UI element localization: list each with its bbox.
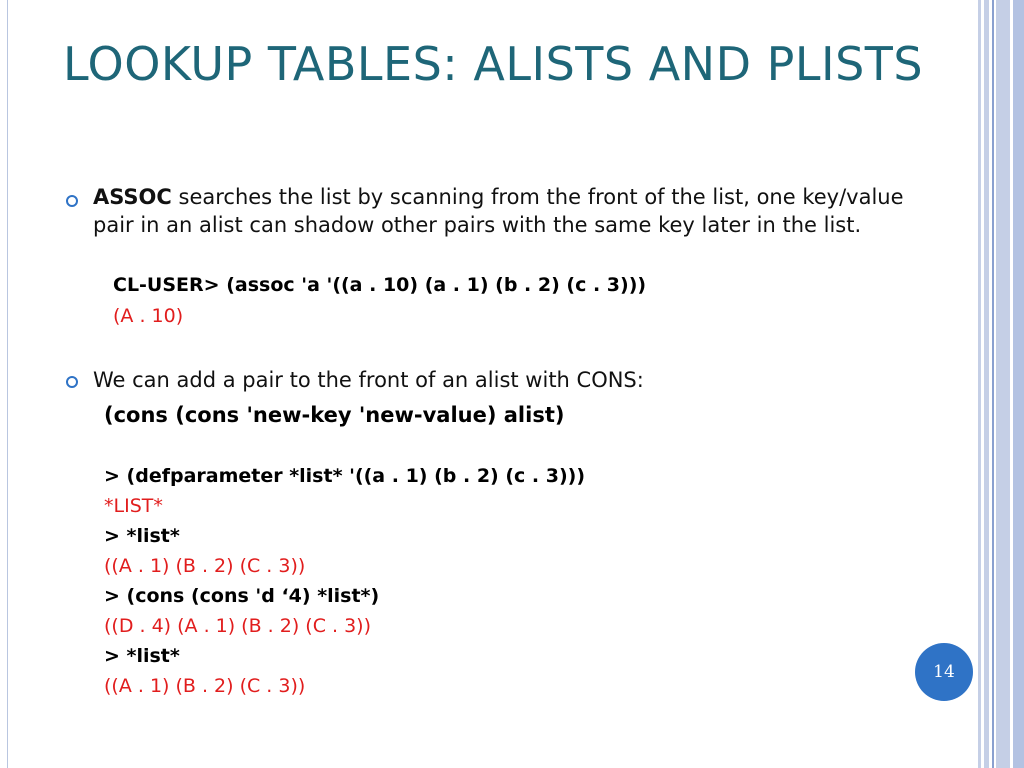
assoc-keyword: ASSOC bbox=[93, 185, 172, 209]
bullet-cons: We can add a pair to the front of an alist with CONS: bbox=[93, 368, 644, 392]
decor-stripe bbox=[1013, 0, 1024, 768]
page-number: 14 bbox=[933, 662, 955, 682]
slide-frame-left bbox=[7, 0, 8, 768]
bullet-assoc-text: searches the list by scanning from the front of the list, one key/value pair in an alist can shadow other pairs with the same key later in the list. bbox=[93, 185, 904, 237]
session-line: > *list* bbox=[104, 525, 180, 547]
code-assoc-output: (A . 10) bbox=[113, 305, 184, 327]
code-assoc-input: CL-USER> (assoc 'a '((a . 10) (a . 1) (b . 2) (c . 3))) bbox=[113, 274, 647, 296]
bullet-circle-icon bbox=[66, 195, 78, 207]
decor-stripe bbox=[992, 0, 994, 768]
session-line: ((A . 1) (B . 2) (C . 3)) bbox=[104, 555, 306, 577]
bullet-assoc bbox=[93, 183, 923, 239]
session-line: ((A . 1) (B . 2) (C . 3)) bbox=[104, 675, 306, 697]
session-line: > (cons (cons 'd ‘4) *list*) bbox=[104, 585, 380, 607]
decor-stripe bbox=[996, 0, 1010, 768]
session-line: ((D . 4) (A . 1) (B . 2) (C . 3)) bbox=[104, 615, 372, 637]
slide-title: LOOKUP TABLES: ALISTS AND PLISTS bbox=[63, 37, 924, 91]
session-line: > (defparameter *list* '((a . 1) (b . 2) (c . 3))) bbox=[104, 465, 586, 487]
decor-stripe bbox=[978, 0, 981, 768]
code-cons-form: (cons (cons 'new-key 'new-value) alist) bbox=[104, 403, 565, 427]
page-number-badge bbox=[915, 643, 973, 701]
session-line: > *list* bbox=[104, 645, 180, 667]
decor-stripe bbox=[984, 0, 989, 768]
session-line: *LIST* bbox=[104, 495, 163, 517]
bullet-circle-icon bbox=[66, 376, 78, 388]
